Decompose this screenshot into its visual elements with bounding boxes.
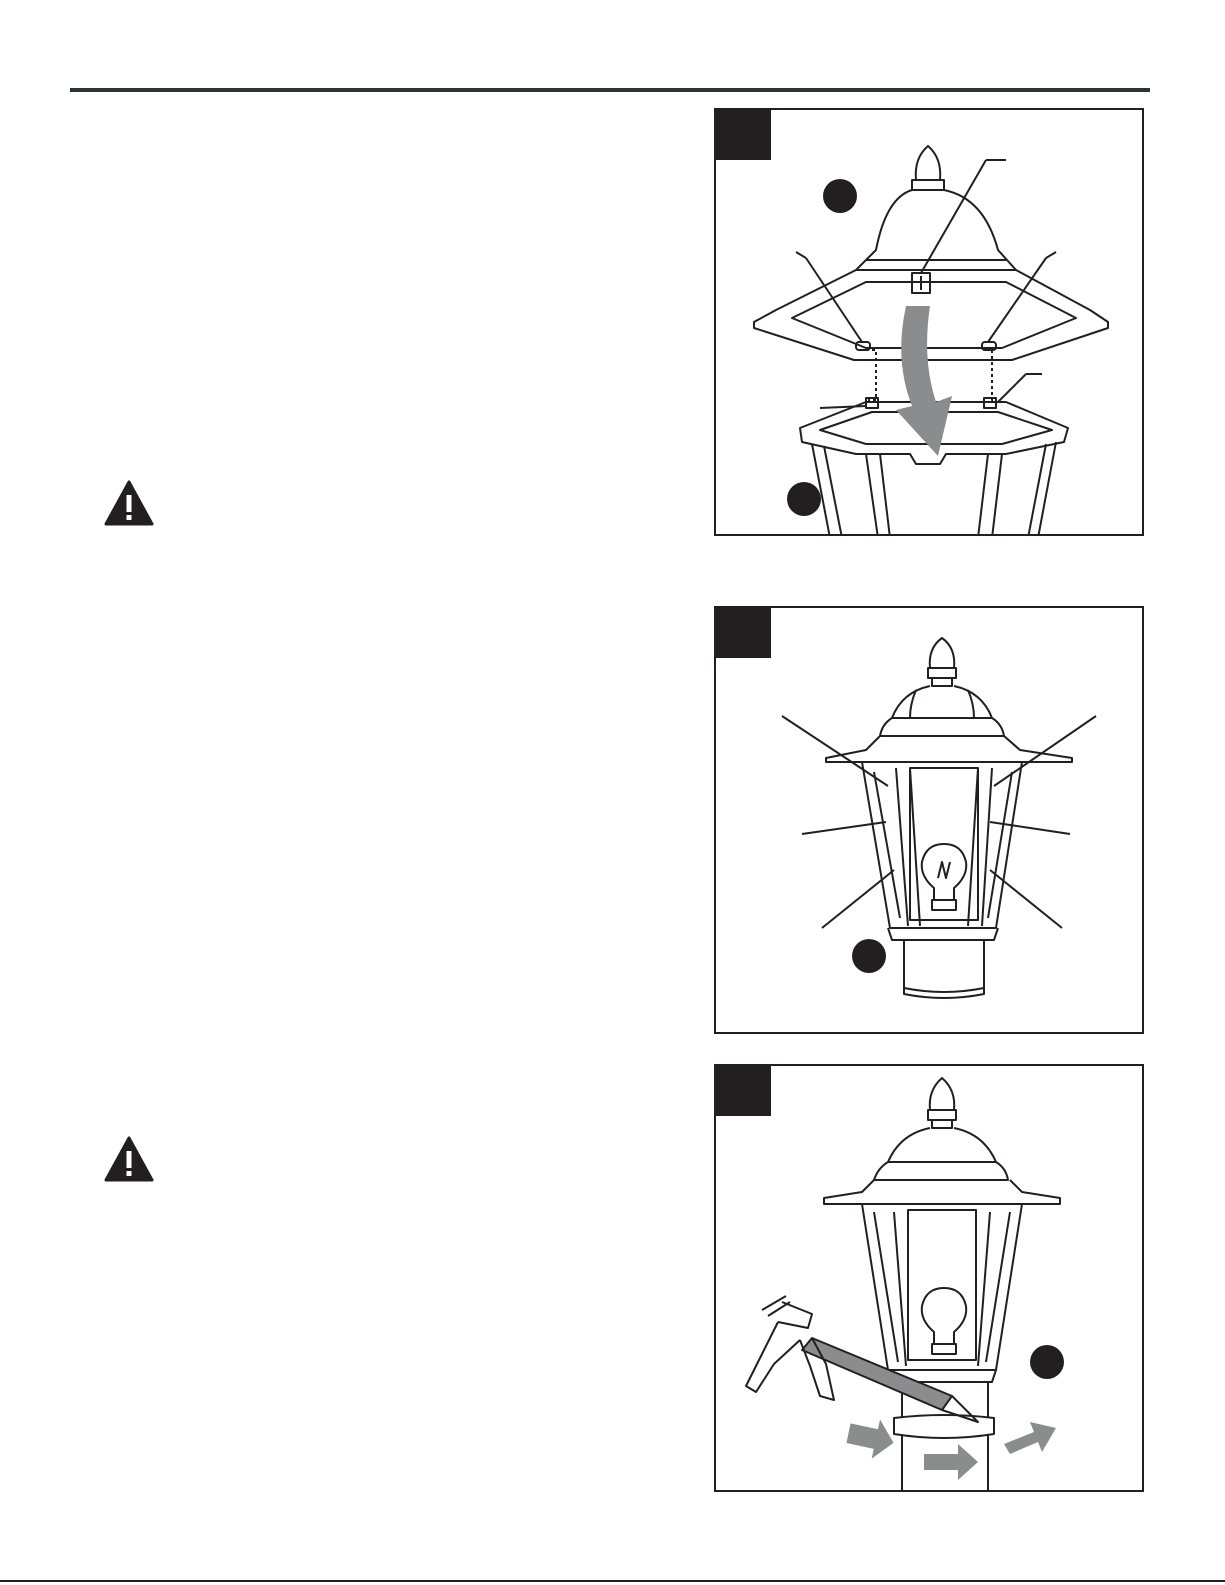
curved-arrow-icon [896, 306, 952, 456]
part-callout-dot [787, 482, 821, 516]
figure-caulking-base [714, 1064, 1144, 1492]
warning-triangle-icon [104, 1136, 154, 1182]
arrow-icon [844, 1414, 897, 1463]
part-callout-dot [823, 179, 857, 213]
figure-lantern-top-assembly [714, 108, 1144, 536]
footer-rule [0, 1580, 1225, 1582]
caulking-illustration [716, 1066, 1144, 1492]
part-callout-dot [1030, 1345, 1064, 1379]
arrow-icon [924, 1444, 978, 1480]
warning-triangle-icon [104, 480, 154, 526]
part-callout-dot [852, 939, 886, 973]
assembled-lantern-illustration [716, 608, 1144, 1034]
lantern-top-illustration [716, 110, 1144, 536]
header-rule [70, 88, 1150, 92]
figure-assembled-lantern [714, 606, 1144, 1034]
arrow-icon [1004, 1422, 1056, 1454]
